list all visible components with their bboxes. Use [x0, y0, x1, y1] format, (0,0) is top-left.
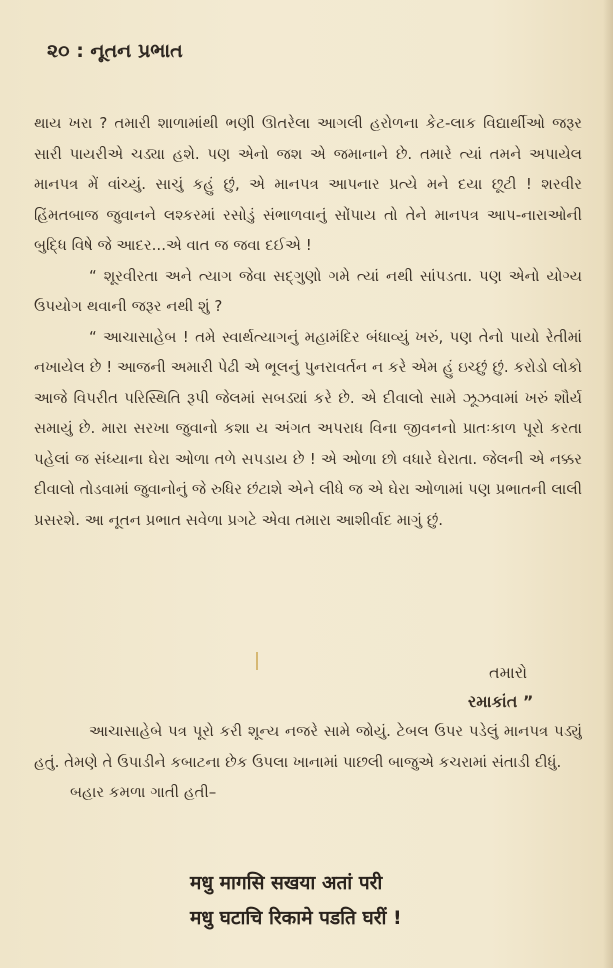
signature: રમાકાંત ”	[468, 692, 534, 711]
letter-body	[34, 108, 582, 535]
paragraph-4: આચાસાહેબે પત્ર પૂરો કરી શૂન્ય નજરે સામે જોયું. ટેબલ ઉપર પડેલું માનપત્ર પડ્યું હતું. તેમણે તે ઉપાડીને કબાટના છેક ઉપલા ખાનામાં પાછલી બાજુએ કચરામાં સંતાડી દીધું.	[34, 722, 582, 771]
verse-line-1: मधु मागसि सखया अतां परी	[190, 872, 383, 894]
verse-line-2: मधु घटाचि रिकामे पडति घरीं !	[190, 907, 402, 929]
closing: તમારો	[489, 663, 528, 682]
ink-mark	[256, 652, 258, 670]
paragraph-2: “ શૂરવીરતા અને ત્યાગ જેવા સદ્ગુણો ગમે ત્યાં નથી સાંપડતા. પણ એનો યોગ્ય ઉપયોગ થવાની જરૂર નથી શું ?	[34, 266, 582, 315]
running-head: ૨૦ : નૂતન પ્રભાત	[47, 40, 183, 62]
paragraph-3: “ આચાસાહેબ ! તમે સ્વાર્થત્યાગનું મહામંદિર બંધાવ્યું ખરું, પણ તેનો પાયો રેતીમાં નખાયેલ છે ! આજની અમારી પેઢી એ ભૂલનું પુનરાવર્તન ન કરે એમ હું ઇચ્છું છું. કરોડો લોકો આજે વિપરીત પરિસ્થિતિ રૂપી જેલમાં સબડ્યાં કરે છે. એ દીવાલો સામે ઝૂઝવામાં ખરું શૌર્ય સમાયું છે. મારા સરખા જુવાનો કશા ય અંગત અપરાધ વિના જીવનનો પ્રાતઃકાળ પૂરો કરતા પહેલાં જ સંધ્યાના ઘેરા ઓળા તળે સપડાય છે ! એ ઓળા છો વધારે ઘેરાતા. જેલની એ નક્કર દીવાલો તોડવામાં જુવાનોનું જે રુધિર છંટાશે એને લીધે જ એ ઘેરા ઓળામાં પણ પ્રભાતની લાલી પ્રસરશે. આ નૂતન પ્રભાત સવેળા પ્રગટે એવા તમારા આશીર્વાદ માગું છું.	[34, 327, 582, 529]
page-edge-shadow	[603, 0, 613, 968]
narration	[34, 716, 582, 808]
paragraph-5: બહાર કમળા ગાતી હતી–	[70, 783, 217, 801]
paragraph-1: થાય ખરા ? તમારી શાળામાંથી ભણી ઊતરેલા આગલી હરોળના કેટ-લાક વિદ્યાર્થીઓ જરૂર સારી પાયરીએ ચડ્યા હશે. પણ એનો જશ એ જમાનાને છે. તમારે ત્યાં તમને અપાયેલ માનપત્ર મેં વાંચ્યું. સાચું કહું છું, એ માનપત્ર આપનાર પ્રત્યે મને દયા છૂટી ! શરવીર હિંમતબાજ જુવાનને લશ્કરમાં રસોડું સંભાળવાનું સોંપાય તો તેને માનપત્ર આપ-નારાઓની બુદ્ધિ વિષે જે આદર...એ વાત જ જવા દઈએ !	[34, 114, 582, 254]
